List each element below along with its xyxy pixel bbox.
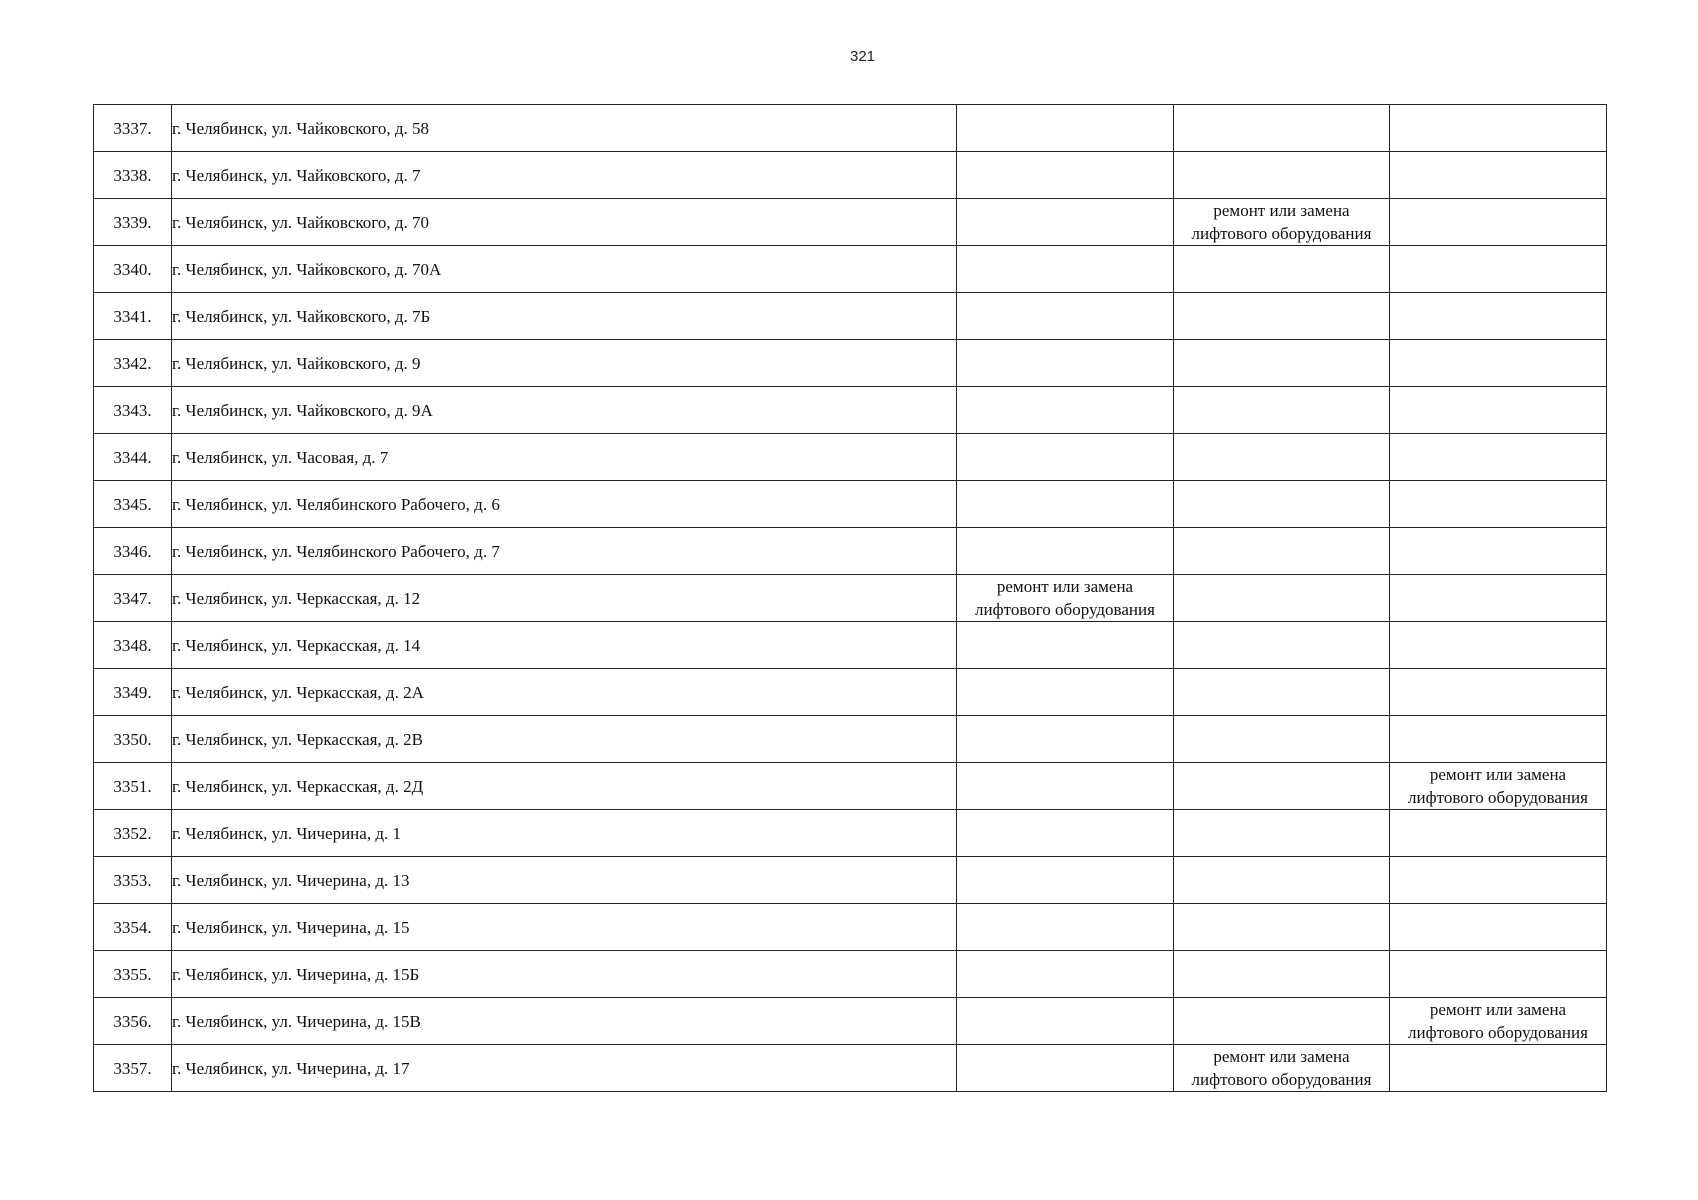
registry-table-body [94, 105, 1607, 1092]
work-cell-2 [1174, 575, 1390, 622]
row-number: 3354. [94, 904, 172, 951]
row-address: г. Челябинск, ул. Часовая, д. 7 [172, 434, 957, 481]
work-cell-2 [1174, 105, 1390, 152]
table-row [94, 810, 1607, 857]
row-number: 3340. [94, 246, 172, 293]
row-number: 3351. [94, 763, 172, 810]
row-address: г. Челябинск, ул. Чичерина, д. 13 [172, 857, 957, 904]
row-address: г. Челябинск, ул. Челябинского Рабочего, д. 6 [172, 481, 957, 528]
work-cell-3 [1390, 716, 1607, 763]
row-address: г. Челябинск, ул. Чайковского, д. 58 [172, 105, 957, 152]
work-type-line-1: ремонт или замена [1429, 765, 1567, 784]
row-number: 3338. [94, 152, 172, 199]
table-row [94, 951, 1607, 998]
work-cell-2 [1174, 763, 1390, 810]
work-type-line-2: лифтового оборудования [1408, 788, 1588, 807]
work-cell-1 [957, 810, 1174, 857]
work-cell-3 [1390, 340, 1607, 387]
row-address: г. Челябинск, ул. Черкасская, д. 14 [172, 622, 957, 669]
row-number: 3357. [94, 1045, 172, 1092]
work-cell-2 [1174, 434, 1390, 481]
work-cell-3 [1390, 434, 1607, 481]
table-row [94, 904, 1607, 951]
row-address: г. Челябинск, ул. Чичерина, д. 15 [172, 904, 957, 951]
work-cell-2 [1174, 387, 1390, 434]
work-cell-2 [1174, 528, 1390, 575]
work-type-line-2: лифтового оборудования [1408, 1023, 1588, 1042]
work-cell-1 [957, 669, 1174, 716]
work-cell-3 [1390, 857, 1607, 904]
work-type-line-2: лифтового оборудования [1191, 1070, 1372, 1089]
work-cell-2 [1174, 246, 1390, 293]
work-cell-1 [957, 716, 1174, 763]
row-number: 3342. [94, 340, 172, 387]
work-cell-2 [1174, 810, 1390, 857]
work-cell-2 [1174, 951, 1390, 998]
row-number: 3339. [94, 199, 172, 246]
work-cell-3 [1390, 246, 1607, 293]
work-cell-1 [957, 199, 1174, 246]
row-address: г. Челябинск, ул. Чайковского, д. 7 [172, 152, 957, 199]
row-address: г. Челябинск, ул. Чайковского, д. 70 [172, 199, 957, 246]
table-row [94, 387, 1607, 434]
row-number: 3355. [94, 951, 172, 998]
work-cell-1 [957, 528, 1174, 575]
work-cell-1 [957, 340, 1174, 387]
row-address: г. Челябинск, ул. Челябинского Рабочего, д. 7 [172, 528, 957, 575]
work-cell-3 [1390, 951, 1607, 998]
table-row [94, 622, 1607, 669]
row-address: г. Челябинск, ул. Чичерина, д. 1 [172, 810, 957, 857]
table-row [94, 246, 1607, 293]
work-cell-1 [957, 246, 1174, 293]
table-row [94, 857, 1607, 904]
row-number: 3346. [94, 528, 172, 575]
work-cell-1 [957, 951, 1174, 998]
row-address: г. Челябинск, ул. Чайковского, д. 7Б [172, 293, 957, 340]
row-address: г. Челябинск, ул. Черкасская, д. 2А [172, 669, 957, 716]
row-address: г. Челябинск, ул. Черкасская, д. 2Д [172, 763, 957, 810]
row-number: 3349. [94, 669, 172, 716]
work-cell-2 [1174, 716, 1390, 763]
row-address: г. Челябинск, ул. Чичерина, д. 17 [172, 1045, 957, 1092]
row-number: 3347. [94, 575, 172, 622]
registry-table [93, 104, 1607, 1092]
page-number: 321 [849, 48, 876, 65]
work-cell-2 [1174, 1045, 1390, 1092]
row-number: 3348. [94, 622, 172, 669]
work-cell-3 [1390, 575, 1607, 622]
work-cell-1 [957, 1045, 1174, 1092]
work-cell-3 [1390, 528, 1607, 575]
table-row [94, 998, 1607, 1045]
table-row [94, 763, 1607, 810]
work-cell-3 [1390, 1045, 1607, 1092]
work-cell-3 [1390, 481, 1607, 528]
work-cell-1 [957, 575, 1174, 622]
work-cell-2 [1174, 481, 1390, 528]
row-address: г. Челябинск, ул. Черкасская, д. 12 [172, 575, 957, 622]
row-number: 3350. [94, 716, 172, 763]
row-number: 3343. [94, 387, 172, 434]
table-row [94, 1045, 1607, 1092]
work-type-line-1: ремонт или замена [1429, 1000, 1567, 1019]
table-row [94, 528, 1607, 575]
work-cell-1 [957, 152, 1174, 199]
work-cell-3 [1390, 199, 1607, 246]
work-cell-2 [1174, 669, 1390, 716]
row-number: 3352. [94, 810, 172, 857]
table-row [94, 293, 1607, 340]
table-row [94, 669, 1607, 716]
table-row [94, 481, 1607, 528]
work-type-line-1: ремонт или замена [996, 577, 1134, 596]
row-number: 3345. [94, 481, 172, 528]
row-address: г. Челябинск, ул. Чичерина, д. 15Б [172, 951, 957, 998]
work-cell-3 [1390, 152, 1607, 199]
work-cell-3 [1390, 669, 1607, 716]
row-address: г. Челябинск, ул. Чайковского, д. 70А [172, 246, 957, 293]
work-cell-3 [1390, 293, 1607, 340]
work-cell-1 [957, 998, 1174, 1045]
work-cell-1 [957, 763, 1174, 810]
work-type-line-1: ремонт или замена [1213, 1047, 1350, 1066]
work-cell-1 [957, 904, 1174, 951]
work-cell-1 [957, 105, 1174, 152]
row-number: 3353. [94, 857, 172, 904]
work-cell-3 [1390, 763, 1607, 810]
work-cell-2 [1174, 293, 1390, 340]
row-address: г. Челябинск, ул. Чайковского, д. 9А [172, 387, 957, 434]
work-type-line-1: ремонт или замена [1213, 201, 1350, 220]
work-type-line-2: лифтового оборудования [975, 600, 1155, 619]
work-cell-2 [1174, 622, 1390, 669]
work-cell-2 [1174, 857, 1390, 904]
work-cell-1 [957, 293, 1174, 340]
row-number: 3344. [94, 434, 172, 481]
row-number: 3356. [94, 998, 172, 1045]
work-cell-1 [957, 622, 1174, 669]
table-row [94, 199, 1607, 246]
work-cell-1 [957, 481, 1174, 528]
work-cell-2 [1174, 904, 1390, 951]
table-row [94, 434, 1607, 481]
work-cell-3 [1390, 105, 1607, 152]
work-cell-1 [957, 434, 1174, 481]
work-cell-3 [1390, 998, 1607, 1045]
work-cell-3 [1390, 622, 1607, 669]
work-cell-2 [1174, 998, 1390, 1045]
work-cell-2 [1174, 199, 1390, 246]
work-cell-1 [957, 857, 1174, 904]
work-cell-3 [1390, 810, 1607, 857]
row-number: 3337. [94, 105, 172, 152]
work-cell-2 [1174, 340, 1390, 387]
work-cell-2 [1174, 152, 1390, 199]
table-row [94, 575, 1607, 622]
row-number: 3341. [94, 293, 172, 340]
work-cell-1 [957, 387, 1174, 434]
row-address: г. Челябинск, ул. Чайковского, д. 9 [172, 340, 957, 387]
table-row [94, 340, 1607, 387]
table-row [94, 105, 1607, 152]
work-type-line-2: лифтового оборудования [1191, 224, 1372, 243]
table-row [94, 152, 1607, 199]
work-cell-3 [1390, 387, 1607, 434]
row-address: г. Челябинск, ул. Черкасская, д. 2В [172, 716, 957, 763]
work-cell-3 [1390, 904, 1607, 951]
row-address: г. Челябинск, ул. Чичерина, д. 15В [172, 998, 957, 1045]
table-row [94, 716, 1607, 763]
